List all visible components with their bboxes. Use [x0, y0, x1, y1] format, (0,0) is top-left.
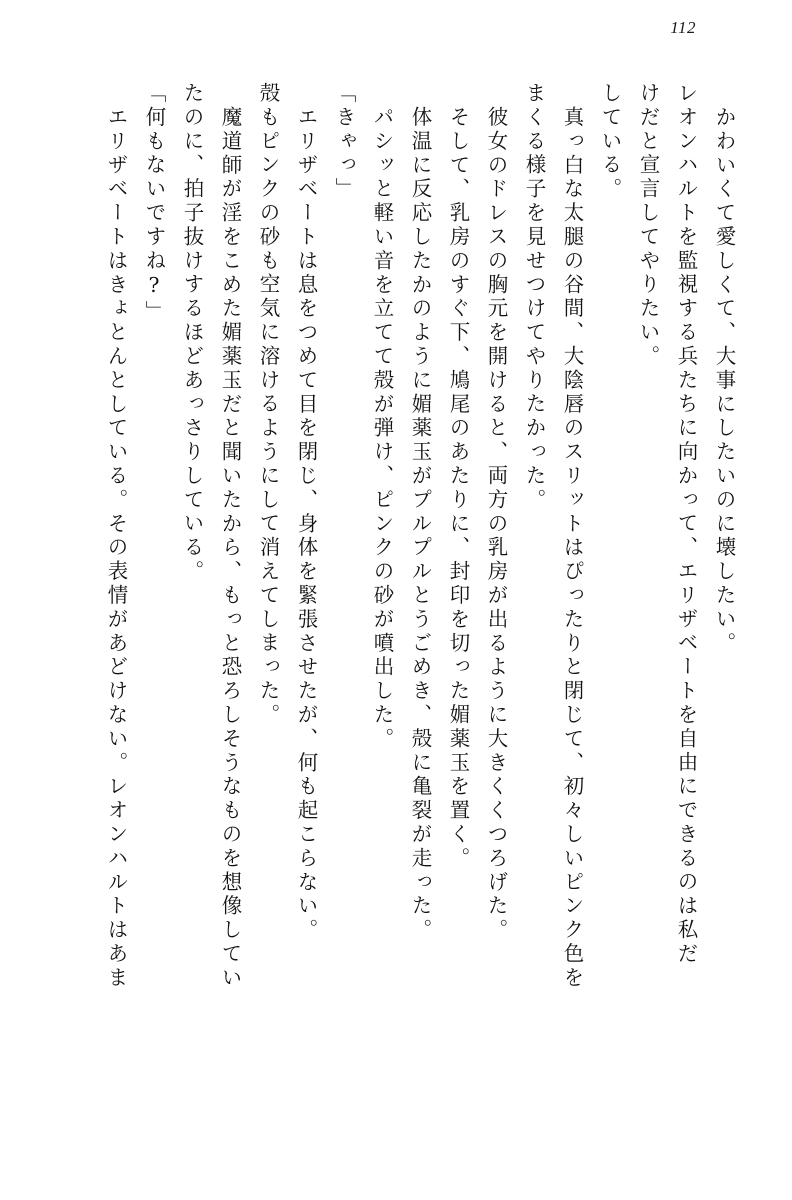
text-line: たのに、拍子抜けするほどあっさりしている。 [180, 82, 204, 584]
text-line: エリザベートは息をつめて目を閉じ、身体を緊張させたが、何も起こらない。 [294, 106, 318, 943]
text-line: そして、乳房のすぐ下、鳩尾のあたりに、封印を切った媚薬玉を置く。 [446, 106, 470, 871]
text-line: 魔道師が淫をこめた媚薬玉だと聞いたから、もっと恐ろしそうなものを想像してい [218, 106, 242, 991]
text-line: 「何もないですね?」 [142, 82, 166, 325]
text-line: レオンハルトを監視する兵たちに向かって、エリザベートを自由にできるのは私だ [674, 82, 698, 967]
text-line: している。 [598, 82, 622, 202]
text-line: 「きゃっ」 [332, 82, 356, 202]
text-line: エリザベートはきょとんとしている。その表情があどけない。レオンハルトはあま [104, 106, 128, 991]
page-number: 112 [670, 18, 696, 37]
text-line: かわいくて愛しくて、大事にしたいのに壊したい。 [712, 106, 736, 656]
vertical-text-body [40, 82, 734, 1142]
text-line: まくる様子を見せつけてやりたかった。 [522, 82, 546, 513]
text-line: 彼女のドレスの胸元を開けると、両方の乳房が出るように大きくくつろげた。 [484, 106, 508, 943]
text-line: 殻もピンクの砂も空気に溶けるようにして消えてしまった。 [256, 82, 280, 728]
text-line: パシッと軽い音を立てて殻が弾け、ピンクの砂が噴出した。 [370, 106, 394, 752]
text-line: 体温に反応したかのように媚薬玉がプルプルとうごめき、殻に亀裂が走った。 [408, 106, 432, 943]
text-line: 真っ白な太腿の谷間、大陰唇のスリットはぴったりと閉じて、初々しいピンク色を [560, 106, 584, 991]
text-line: けだと宣言してやりたい。 [636, 82, 660, 369]
